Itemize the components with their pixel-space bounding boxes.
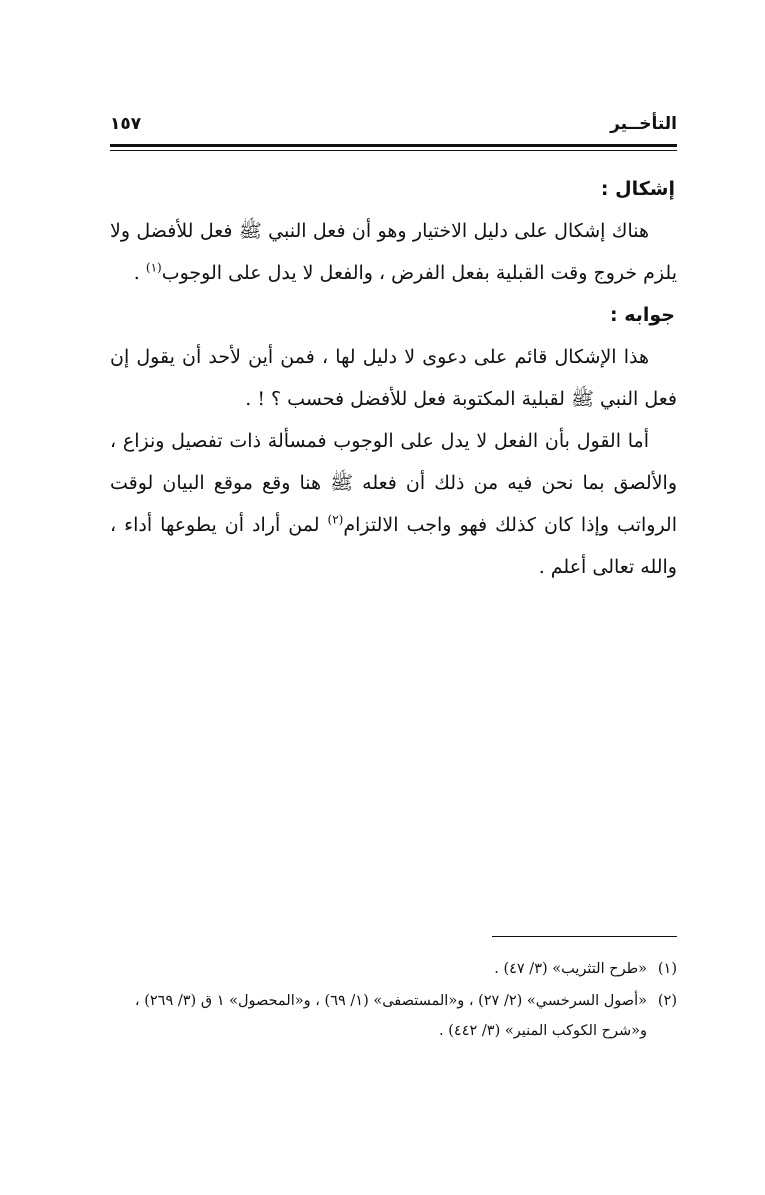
page-header [110,108,677,140]
paragraph-jawabuh-2 [110,420,677,588]
footnote-number: (٢) [657,993,677,1009]
paragraph-jawabuh-2-text: أما القول بأن الفعل لا يدل على الوجوب فمسألة ذات تفصيل ونزاع ، والألصق بما نحن فيه من ذلك أن فعله ﷺ هنا وقع موقع البيان لوقت الرواتب وإذا كان كذلك فهو واجب الالتزام [110,430,677,536]
paragraph-jawabuh-1: هذا الإشكال قائم على دعوى لا دليل لها ، فمن أين لأحد أن يقول إن فعل النبي ﷺ لقبلية المكتوبة فعل للأفضل فحسب ؟ ! . [110,346,677,410]
footnote-text: «أصول السرخسي» (٢/ ٢٧) ، و«المستصفى» (١/ ٦٩) ، و«المحصول» ١ ق (٣/ ٢٦٩) ، و«شرح الكوكب المنير» (٣/ ٤٤٢) . [134,993,647,1039]
footnotes [110,954,677,1048]
footnote-number: (١) [657,961,677,977]
section-heading-ishkal: إشكال : [600,178,675,200]
page-number: ١٥٧ [110,114,142,134]
footnote-1 [110,954,677,984]
header-rule-thick [110,144,677,147]
header-rule-thin [110,150,677,151]
running-title: التأخــير [610,114,677,134]
footnote-ref-2[interactable]: (٢) [327,512,344,527]
paragraph-ishkal-end: . [133,262,146,284]
paragraph-jawabuh-2-end: لمن أراد أن يطوعها أداء ، والله تعالى أعلم . [110,514,677,578]
footnote-ref-1[interactable]: (١) [145,260,162,275]
paragraph-ishkal [110,210,677,294]
main-text [110,168,677,588]
section-heading-jawabuh: جوابه : [610,304,675,326]
paragraph-ishkal-text: هناك إشكال على دليل الاختيار وهو أن فعل النبي ﷺ فعل للأفضل ولا يلزم خروج وقت القبلية بفعل الفرض ، والفعل لا يدل على الوجوب [110,220,677,284]
footnote-text: «طرح التثريب» (٣/ ٤٧) . [494,961,647,977]
footnote-separator [492,936,677,937]
footnote-2 [110,986,677,1046]
